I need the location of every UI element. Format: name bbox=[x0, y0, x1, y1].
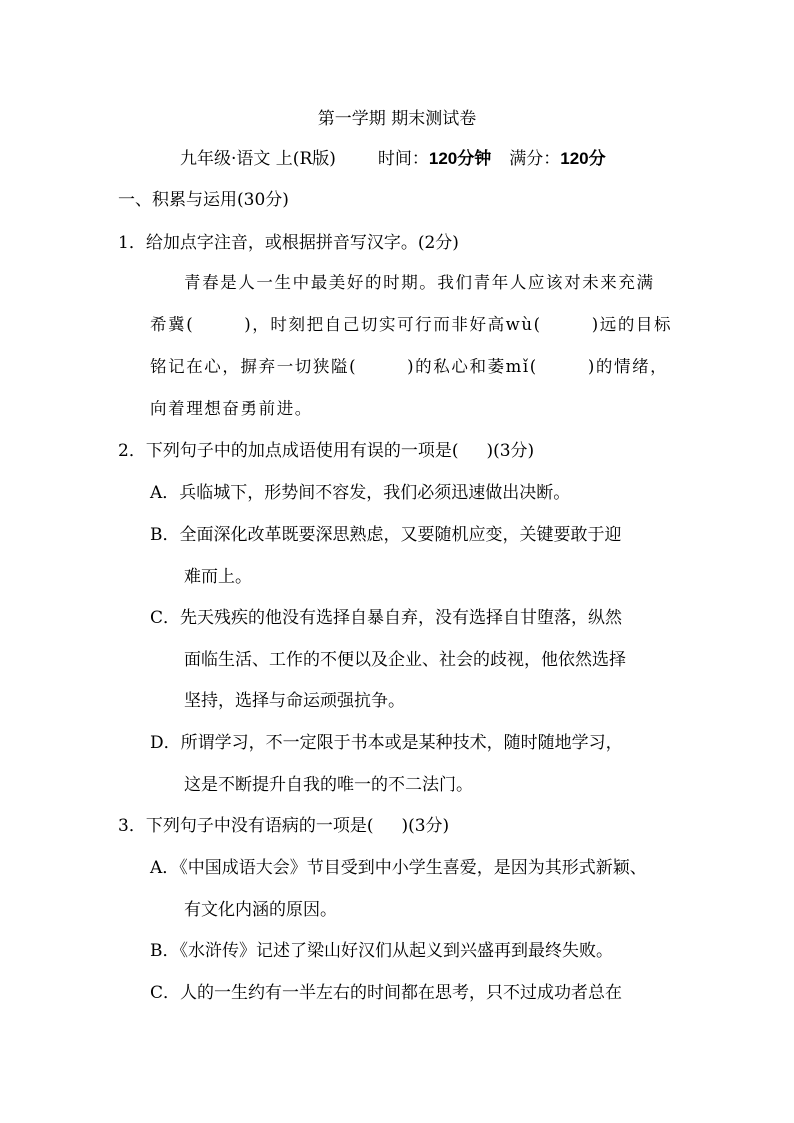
grade-label: 九年级·语文 上(R版) bbox=[180, 149, 336, 169]
score-value: 120分 bbox=[560, 149, 606, 168]
time-label: 时间： bbox=[377, 149, 429, 169]
q1-passage-line1: 青春是人一生中最美好的时期。我们青年人应该对未来充满 bbox=[184, 273, 655, 292]
q3-option-b: B．《水浒传》记述了梁山好汉们从起义到兴盛再到最终失败。 bbox=[150, 941, 613, 961]
q1-passage-line4: 向着理想奋勇前进。 bbox=[150, 399, 313, 418]
q2-option-c-cont: 坚持，选择与命运顽强抗争。 bbox=[184, 691, 405, 711]
score-label: 满分： bbox=[509, 149, 561, 169]
q1-text: )的私心和萎mǐ( bbox=[407, 357, 538, 376]
q1-text: )远的目标 bbox=[591, 315, 673, 334]
q1-text: )，时刻把自己切实可行而非好高wù( bbox=[244, 315, 542, 334]
exam-subtitle bbox=[180, 148, 606, 170]
q3-option-a: A．《中国成语大会》节目受到中小学生喜爱，是因为其形式新颖、 bbox=[150, 858, 647, 878]
q3-stem-score: )(3分) bbox=[401, 816, 450, 836]
time-value: 120分钟 bbox=[428, 149, 492, 168]
q2-option-b: B．全面深化改革既要深思熟虑，又要随机应变，关键要敢于迎 bbox=[150, 525, 622, 545]
q3-stem-text: 3．下列句子中没有语病的一项是( bbox=[118, 816, 374, 836]
q1-text: 铭记在心，摒弃一切狭隘( bbox=[150, 357, 358, 376]
q2-option-a: A．兵临城下，形势间不容发，我们必须迅速做出决断。 bbox=[150, 483, 571, 503]
q1-text: 希冀( bbox=[150, 315, 195, 334]
q3-stem bbox=[118, 815, 449, 837]
q1-stem: 1．给加点字注音，或根据拼音写汉字。(2分) bbox=[118, 233, 459, 253]
q1-text: )的情绪， bbox=[587, 357, 669, 376]
q2-stem-text: 2．下列句子中的加点成语使用有误的一项是( bbox=[118, 441, 459, 461]
q3-option-c: C．人的一生约有一半左右的时间都在思考，只不过成功者总在 bbox=[150, 983, 623, 1003]
q3-option-a-cont: 有文化内涵的原因。 bbox=[184, 900, 337, 920]
q2-stem bbox=[118, 440, 534, 462]
q2-option-c: C．先天残疾的他没有选择自暴自弃，没有选择自甘堕落，纵然 bbox=[150, 608, 623, 628]
q1-passage-line3 bbox=[150, 356, 668, 378]
q2-option-d: D．所谓学习，不一定限于书本或是某种技术，随时随地学习， bbox=[150, 733, 623, 753]
q2-option-d-cont: 这是不断提升自我的唯一的不二法门。 bbox=[184, 775, 473, 795]
section-heading: 一、积累与运用(30分) bbox=[118, 190, 289, 210]
q2-option-c-cont: 面临生活、工作的不便以及企业、社会的歧视，他依然选择 bbox=[184, 650, 626, 670]
q2-option-b-cont: 难而上。 bbox=[184, 567, 252, 587]
q1-passage-line2 bbox=[150, 314, 672, 336]
q2-stem-score: )(3分) bbox=[486, 441, 535, 461]
exam-title: 第一学期 期末测试卷 bbox=[317, 109, 477, 129]
